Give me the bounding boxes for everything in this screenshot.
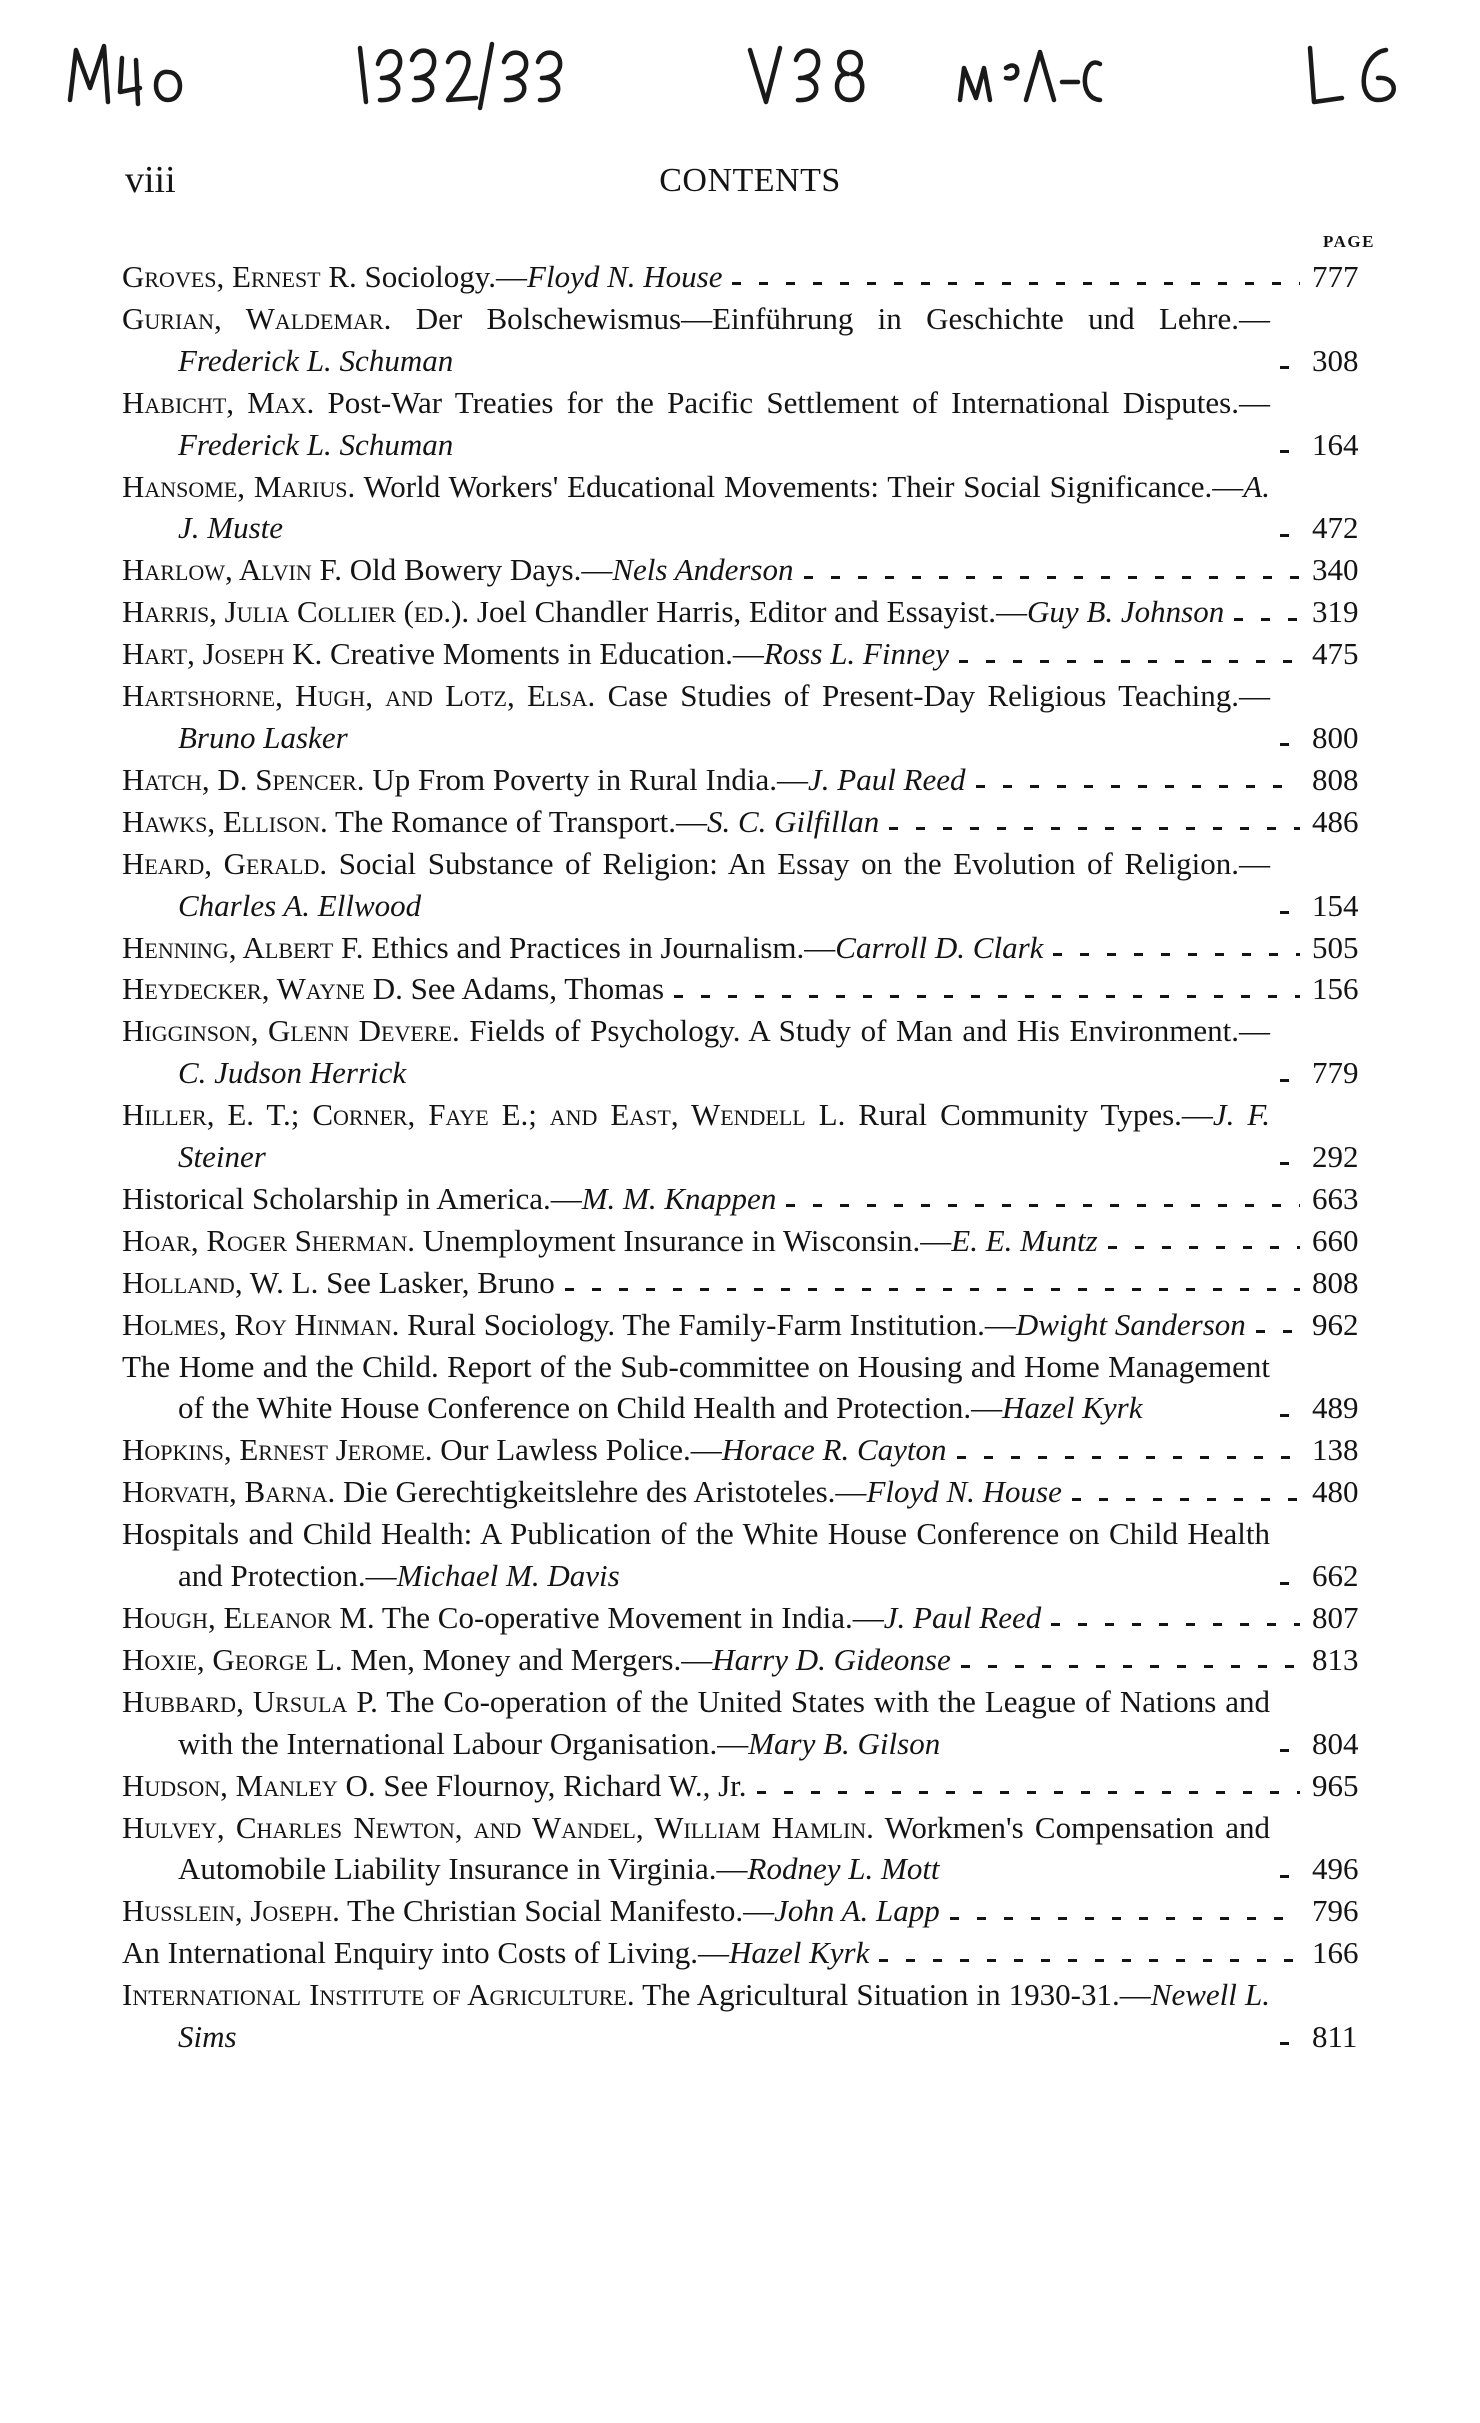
entry-title: Old Bowery Days.—	[349, 552, 613, 588]
entry-reviewer: Mary B. Gilson	[748, 1725, 941, 1761]
entry-title: The Co-operation of the United States with the League of Nations and with the International Labour Organisation.—	[178, 1683, 1270, 1761]
entry-title: Ethics and Practices in Journalism.—	[371, 929, 836, 965]
entry-author: Hoar, Roger Sherman.	[122, 1222, 415, 1258]
dot-leader	[804, 574, 1301, 580]
entry-page-number: 319	[1312, 594, 1359, 630]
entry-text	[122, 1429, 947, 1471]
entry-title: Rural Community Types.—	[858, 1097, 1213, 1133]
entry-reviewer: A. J. Muste	[178, 468, 1270, 546]
entry-page-number: 475	[1312, 636, 1359, 672]
contents-entry	[122, 1932, 1372, 1974]
entry-text	[122, 549, 794, 591]
entry-title: Rural Sociology. The Family-Farm Institution.—	[407, 1306, 1016, 1342]
entry-author: Hulvey, Charles Newton, and Wandel, William Hamlin.	[122, 1809, 874, 1845]
entry-reviewer: John A. Lapp	[774, 1893, 940, 1929]
entry-title: Men, Money and Mergers.—	[350, 1641, 713, 1677]
contents-entry	[122, 927, 1372, 969]
entry-author: Harlow, Alvin F.	[122, 552, 342, 588]
entry-page-number: 156	[1312, 971, 1359, 1007]
entry-text	[122, 968, 664, 1010]
entry-title: The Co-operative Movement in India.—	[381, 1600, 884, 1635]
entry-title: Joel Chandler Harris, Editor and Essayist.—	[476, 594, 1028, 630]
dot-leader	[1280, 1161, 1300, 1167]
contents-entry	[122, 675, 1372, 759]
contents-entry	[122, 1765, 1372, 1807]
dot-leader	[1280, 1580, 1300, 1586]
contents-entry	[122, 298, 1372, 382]
contents-entry	[122, 1639, 1372, 1681]
entry-text	[122, 591, 1224, 633]
entry-author: Hatch, D. Spencer.	[122, 761, 365, 797]
dot-leader	[1280, 532, 1300, 538]
entry-text	[122, 298, 1270, 382]
handwriting-strokes	[60, 28, 1420, 118]
entry-reviewer: Carroll D. Clark	[835, 929, 1044, 965]
entry-reviewer: J. Paul Reed	[808, 761, 966, 797]
entry-text	[122, 1094, 1270, 1178]
entry-title: Sociology.—	[364, 259, 528, 294]
entry-page-number: 777	[1312, 259, 1359, 294]
entry-author: Heydecker, Wayne D.	[122, 971, 403, 1007]
entry-text	[122, 1639, 951, 1681]
entry-text	[122, 1346, 1270, 1430]
entry-page-number: 154	[1312, 887, 1359, 923]
entry-page-number: 808	[1312, 1264, 1359, 1300]
contents-entry	[122, 1429, 1372, 1471]
entry-reviewer: C. Judson Herrick	[178, 1055, 407, 1091]
entry-text	[122, 801, 879, 843]
entry-page-number: 292	[1312, 1139, 1359, 1175]
entry-page-number: 505	[1312, 929, 1359, 965]
entry-title: The Romance of Transport.—	[335, 803, 707, 839]
entry-author: Hough, Eleanor M.	[122, 1600, 375, 1635]
dot-leader	[786, 1203, 1300, 1209]
entry-reviewer: Hazel Kyrk	[729, 1935, 870, 1971]
dot-leader	[1280, 2041, 1300, 2047]
entry-author: Holmes, Roy Hinman.	[122, 1306, 400, 1342]
entry-reviewer: Dwight Sanderson	[1015, 1306, 1246, 1342]
entry-author: Higginson, Glenn Devere.	[122, 1013, 460, 1049]
entry-title: The Christian Social Manifesto.—	[347, 1893, 775, 1929]
contents-entry	[122, 1597, 1372, 1639]
dot-leader	[879, 1957, 1300, 1963]
entry-author: Hopkins, Ernest Jerome.	[122, 1432, 433, 1468]
entry-reviewer: Frederick L. Schuman	[178, 426, 454, 462]
entry-author: Hiller, E. T.; Corner, Faye E.; and East, Wendell L.	[122, 1097, 846, 1133]
entry-text	[122, 1220, 1098, 1262]
entry-title: Historical Scholarship in America.—	[122, 1180, 582, 1216]
dot-leader	[889, 826, 1300, 832]
contents-list	[122, 256, 1372, 2058]
contents-entry	[122, 1471, 1372, 1513]
entry-page-number: 663	[1312, 1180, 1359, 1216]
entry-title: Social Substance of Religion: An Essay on the Evolution of Religion.—	[338, 845, 1270, 881]
contents-entry	[122, 968, 1372, 1010]
entry-author: Horvath, Barna.	[122, 1474, 336, 1510]
entry-text	[122, 1932, 869, 1974]
entry-author: Hart, Joseph K.	[122, 636, 323, 672]
running-title: CONTENTS	[659, 162, 841, 199]
entry-text	[122, 843, 1270, 927]
entry-title: An International Enquiry into Costs of Living.—	[122, 1935, 730, 1971]
dot-leader	[957, 1454, 1300, 1460]
entry-page-number: 486	[1312, 803, 1359, 839]
entry-page-number: 660	[1312, 1222, 1359, 1258]
entry-title: The Home and the Child. Report of the Sub-committee on Housing and Home Management of the White House Conference on Child Health and Protection.—	[122, 1348, 1270, 1426]
entry-text	[122, 256, 722, 298]
contents-entry	[122, 1346, 1372, 1430]
entry-author: Groves, Ernest R.	[122, 259, 357, 294]
entry-text	[122, 466, 1270, 550]
entry-title: See Lasker, Bruno	[326, 1264, 555, 1300]
contents-entry	[122, 1513, 1372, 1597]
entry-title: Hospitals and Child Health: A Publication of the White House Conference on Child Health and Protection.—	[122, 1516, 1270, 1594]
entry-author: Hoxie, George L.	[122, 1641, 343, 1677]
entry-text	[122, 1513, 1270, 1597]
entry-reviewer: J. F. Steiner	[178, 1097, 1271, 1175]
contents-entry	[122, 1262, 1372, 1304]
page-number: viii	[125, 159, 176, 201]
entry-reviewer: Hazel Kyrk	[1002, 1390, 1143, 1426]
entry-reviewer: Newell L. Sims	[178, 1977, 1270, 2055]
entry-title: Die Gerechtigkeitslehre des Aristoteles.—	[343, 1474, 867, 1510]
entry-author: Harris, Julia Collier (ed.).	[122, 594, 470, 630]
entry-author: Holland, W. L.	[122, 1264, 319, 1300]
entry-reviewer: Floyd N. House	[527, 259, 723, 294]
entry-page-number: 340	[1312, 552, 1359, 588]
contents-entry	[122, 466, 1372, 550]
entry-text	[122, 382, 1270, 466]
contents-entry	[122, 759, 1372, 801]
entry-author: Hudson, Manley O.	[122, 1767, 376, 1803]
entry-title: Post-War Treaties for the Pacific Settlement of International Disputes.—	[327, 384, 1270, 420]
entry-author: Habicht, Max.	[122, 384, 315, 420]
entry-text	[122, 1681, 1270, 1765]
entry-reviewer: Harry D. Gideonse	[712, 1641, 951, 1677]
entry-title: Der Bolschewismus—Einführung in Geschichte und Lehre.—	[415, 300, 1270, 336]
dot-leader	[1280, 1873, 1300, 1879]
dot-leader	[757, 1790, 1300, 1796]
entry-page-number: 779	[1312, 1055, 1359, 1091]
entry-page-number: 813	[1312, 1641, 1359, 1677]
dot-leader	[961, 1664, 1300, 1670]
entry-page-number: 166	[1312, 1935, 1359, 1971]
entry-page-number: 496	[1312, 1851, 1359, 1887]
entry-reviewer: M. M. Knappen	[581, 1180, 777, 1216]
dot-leader	[1280, 910, 1300, 916]
entry-page-number: 164	[1312, 426, 1359, 462]
entry-reviewer: Guy B. Johnson	[1027, 594, 1225, 630]
entry-reviewer: S. C. Gilfillan	[706, 803, 880, 839]
entry-reviewer: Rodney L. Mott	[747, 1851, 940, 1887]
handwritten-annotation	[60, 28, 1420, 118]
entry-page-number: 807	[1312, 1600, 1359, 1635]
entry-page-number: 796	[1312, 1893, 1359, 1929]
entry-text	[122, 1471, 1062, 1513]
entry-author: Heard, Gerald.	[122, 845, 328, 881]
entry-author: Henning, Albert F.	[122, 929, 364, 965]
entry-text	[122, 1807, 1270, 1891]
entry-text	[122, 675, 1270, 759]
page-column-label: PAGE	[1323, 232, 1375, 251]
entry-reviewer: Bruno Lasker	[178, 719, 348, 755]
entry-text	[122, 633, 949, 675]
contents-entry	[122, 843, 1372, 927]
contents-entry	[122, 1681, 1372, 1765]
entry-page-number: 472	[1312, 510, 1359, 546]
entry-title: Fields of Psychology. A Study of Man and His Environment.—	[469, 1013, 1270, 1049]
dot-leader	[1072, 1496, 1300, 1502]
entry-title: See Flournoy, Richard W., Jr.	[383, 1767, 747, 1803]
entry-author: Hubbard, Ursula P.	[122, 1683, 378, 1719]
entry-page-number: 962	[1312, 1306, 1359, 1342]
entry-title: Creative Moments in Education.—	[329, 636, 764, 672]
dot-leader	[1053, 951, 1300, 957]
contents-entry	[122, 382, 1372, 466]
entry-reviewer: Floyd N. House	[866, 1474, 1062, 1510]
contents-entry	[122, 549, 1372, 591]
entry-reviewer: Horace R. Cayton	[721, 1432, 947, 1468]
contents-entry	[122, 633, 1372, 675]
dot-leader	[1280, 742, 1300, 748]
dot-leader	[732, 281, 1300, 287]
dot-leader	[1256, 1329, 1300, 1335]
dot-leader	[1234, 616, 1300, 622]
entry-page-number: 480	[1312, 1474, 1359, 1510]
entry-page-number: 811	[1312, 2019, 1358, 2055]
contents-entry	[122, 801, 1372, 843]
contents-entry	[122, 256, 1372, 298]
entry-text	[122, 927, 1043, 969]
entry-author: Husslein, Joseph.	[122, 1893, 340, 1929]
dot-leader	[1051, 1622, 1300, 1628]
entry-page-number: 965	[1312, 1767, 1359, 1803]
entry-author: Gurian, Waldemar.	[122, 300, 392, 336]
dot-leader	[1280, 365, 1300, 371]
entry-title: Our Lawless Police.—	[440, 1432, 722, 1468]
entry-text	[122, 759, 966, 801]
dot-leader	[1108, 1245, 1300, 1251]
entry-title: Case Studies of Present-Day Religious Teaching.—	[607, 678, 1271, 714]
entry-page-number: 489	[1312, 1390, 1359, 1426]
entry-author: Hawks, Ellison.	[122, 803, 328, 839]
dot-leader	[565, 1287, 1300, 1293]
contents-entry	[122, 1010, 1372, 1094]
contents-entry	[122, 1974, 1372, 2058]
entry-page-number: 800	[1312, 719, 1359, 755]
contents-entry	[122, 1094, 1372, 1178]
entry-reviewer: Michael M. Davis	[396, 1558, 620, 1594]
contents-entry	[122, 591, 1372, 633]
contents-entry	[122, 1890, 1372, 1932]
contents-entry	[122, 1220, 1372, 1262]
entry-reviewer: Nels Anderson	[612, 552, 794, 588]
entry-reviewer: Frederick L. Schuman	[178, 342, 454, 378]
entry-text	[122, 1262, 555, 1304]
dot-leader	[1280, 1412, 1300, 1418]
entry-title: World Workers' Educational Movements: Their Social Significance.—	[363, 468, 1244, 504]
entry-text	[122, 1010, 1270, 1094]
entry-title: See Adams, Thomas	[410, 971, 665, 1007]
entry-page-number: 662	[1312, 1558, 1359, 1594]
dot-leader	[1280, 1748, 1300, 1754]
entry-text	[122, 1974, 1270, 2058]
contents-entry	[122, 1178, 1372, 1220]
entry-title: Workmen's Compensation and Automobile Liability Insurance in Virginia.—	[178, 1809, 1270, 1887]
entry-reviewer: E. E. Muntz	[951, 1222, 1098, 1258]
entry-reviewer: Ross L. Finney	[763, 636, 949, 672]
dot-leader	[959, 658, 1300, 664]
entry-page-number: 808	[1312, 761, 1359, 797]
entry-page-number: 308	[1312, 342, 1359, 378]
entry-text	[122, 1597, 1041, 1639]
entry-text	[122, 1890, 940, 1932]
dot-leader	[950, 1915, 1300, 1921]
entry-title: Up From Poverty in Rural India.—	[372, 761, 808, 797]
contents-entry	[122, 1304, 1372, 1346]
entry-text	[122, 1304, 1246, 1346]
entry-page-number: 138	[1312, 1432, 1359, 1468]
page-header	[125, 158, 1375, 208]
entry-text	[122, 1178, 776, 1220]
entry-reviewer: Charles A. Ellwood	[178, 887, 422, 923]
entry-title: Unemployment Insurance in Wisconsin.—	[422, 1222, 952, 1258]
entry-page-number: 804	[1312, 1725, 1359, 1761]
contents-entry	[122, 1807, 1372, 1891]
entry-author: Hartshorne, Hugh, and Lotz, Elsa.	[122, 678, 596, 714]
entry-reviewer: J. Paul Reed	[883, 1600, 1042, 1635]
entry-text	[122, 1765, 747, 1807]
dot-leader	[976, 784, 1300, 790]
dot-leader	[1280, 1077, 1300, 1083]
dot-leader	[674, 993, 1300, 999]
entry-title: The Agricultural Situation in 1930-31.—	[642, 1977, 1151, 2013]
dot-leader	[1280, 449, 1300, 455]
entry-author: International Institute of Agriculture.	[122, 1977, 635, 2013]
entry-author: Hansome, Marius.	[122, 468, 356, 504]
